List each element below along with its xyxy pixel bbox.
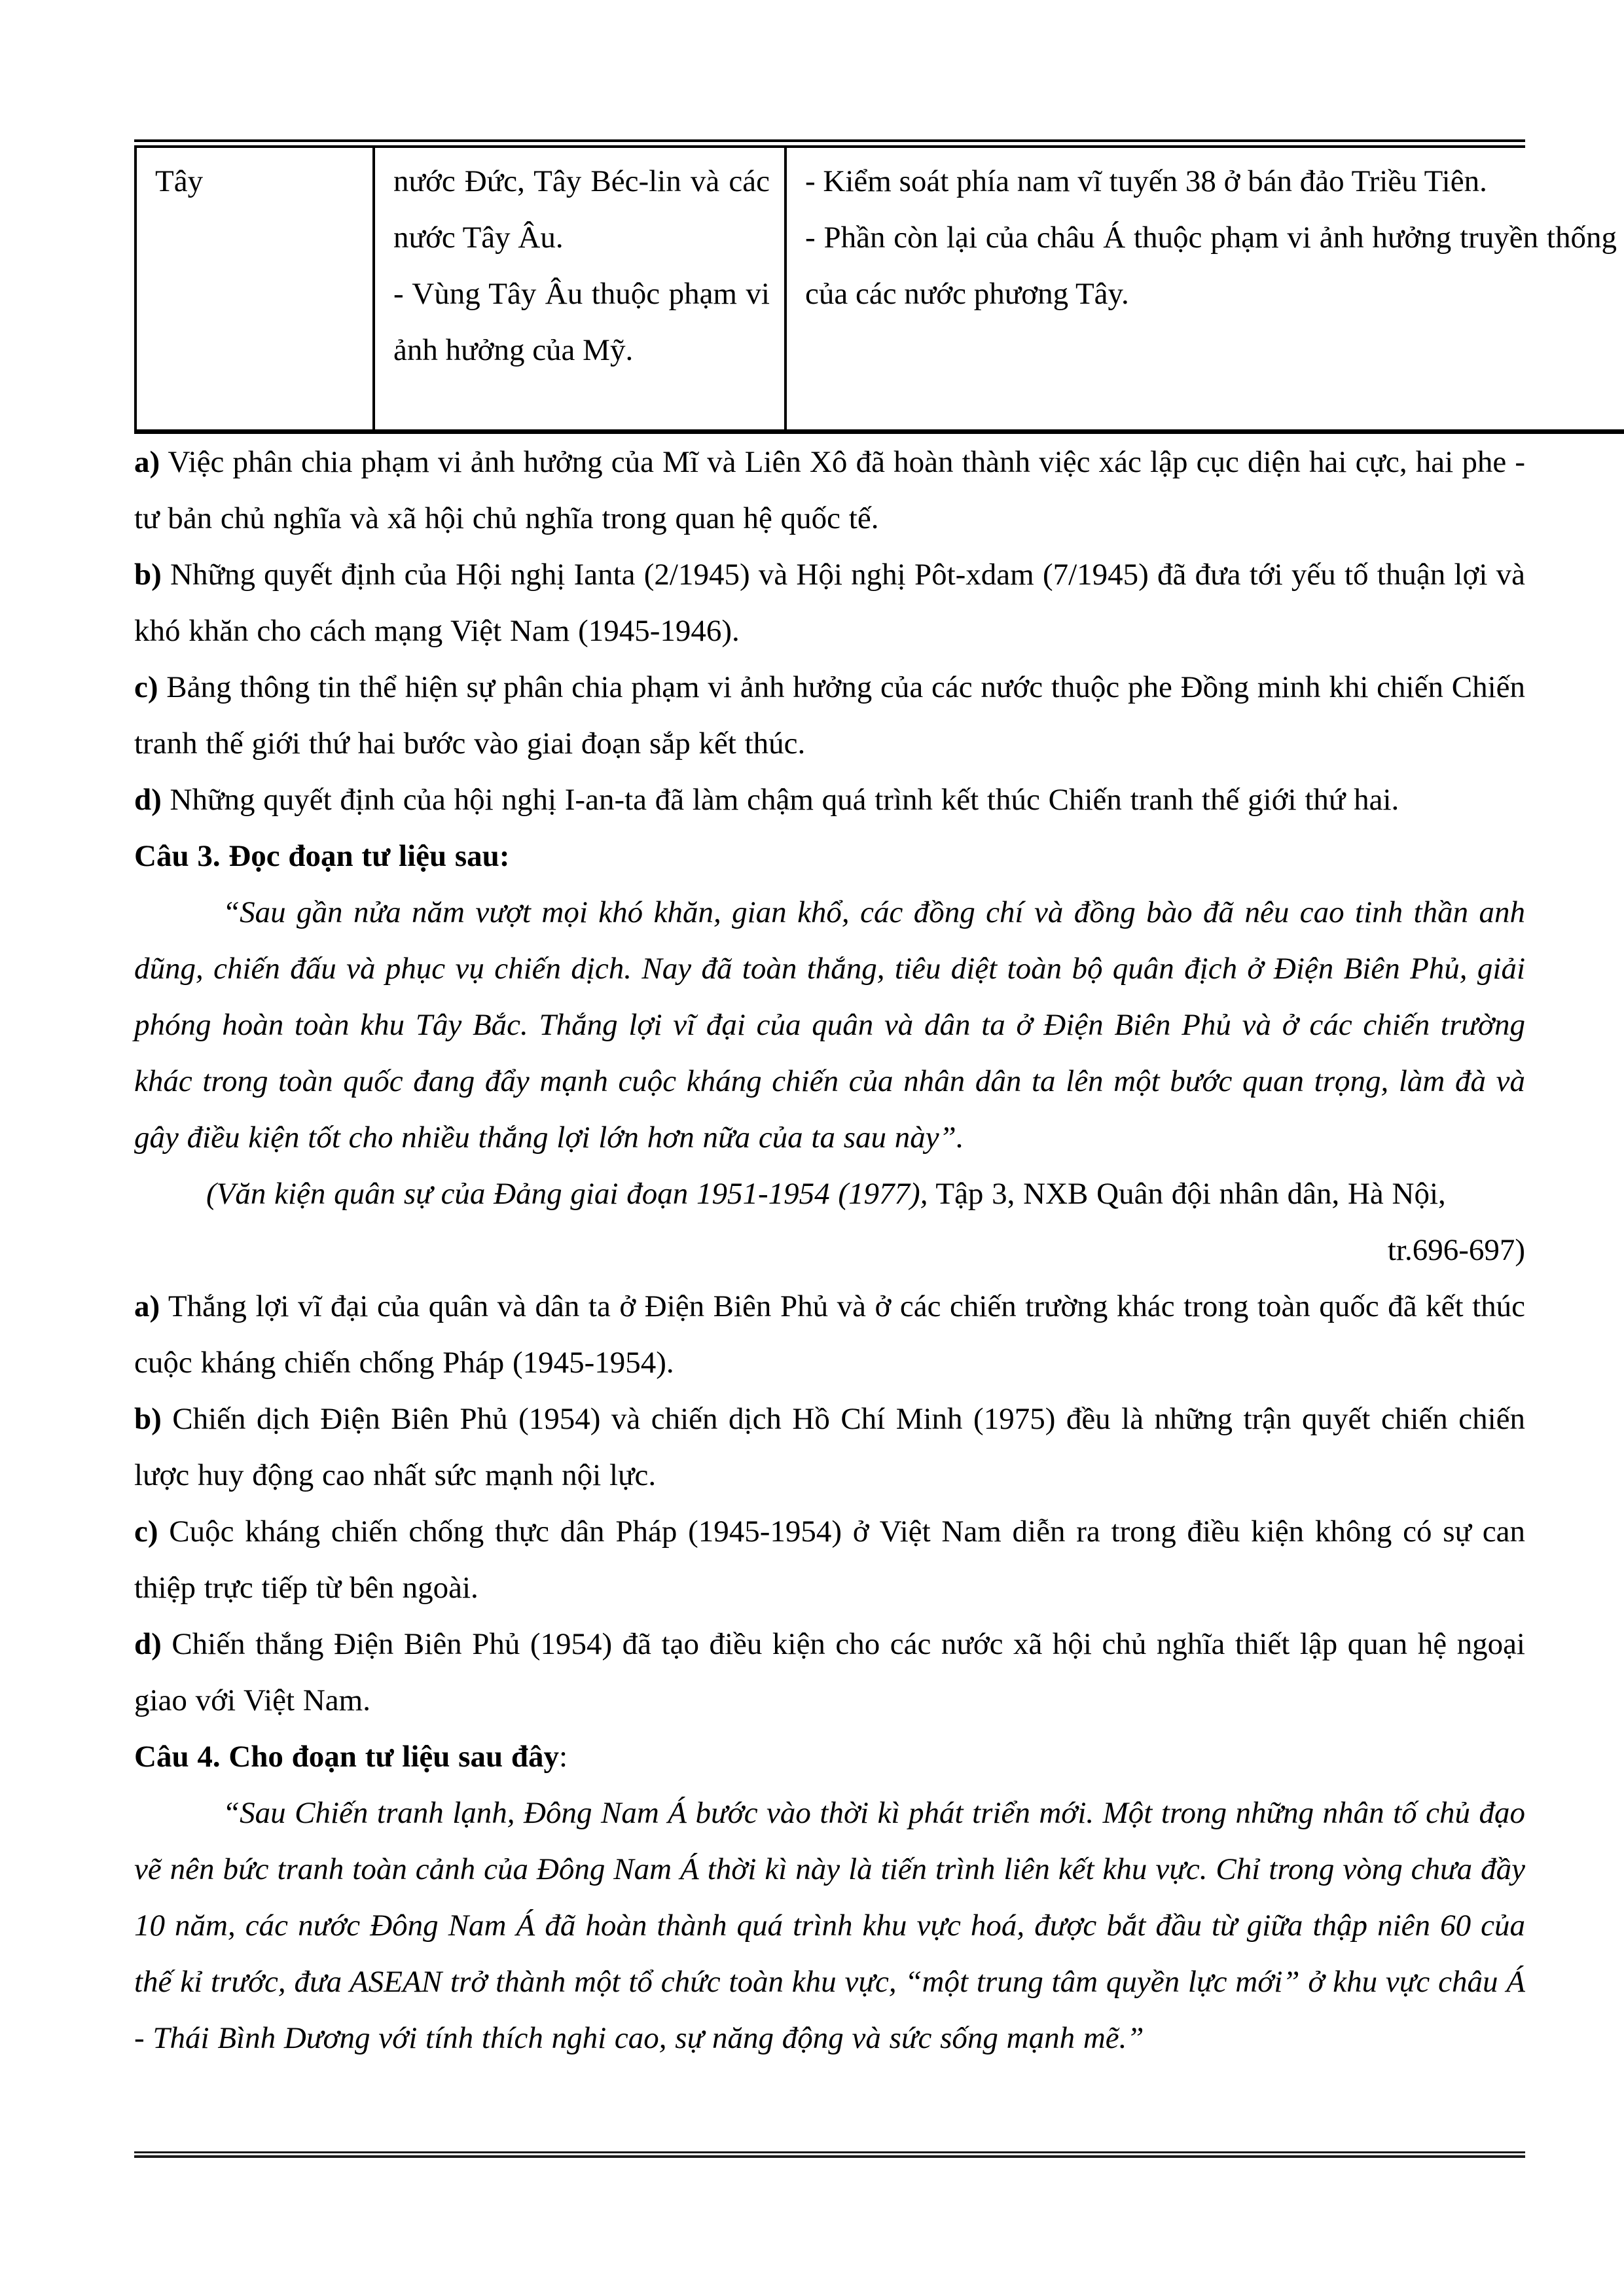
q3-option-b: [134, 1391, 1525, 1503]
q2-option-c: [134, 659, 1525, 772]
q2-option-b: [134, 547, 1525, 659]
footnote-separator: [134, 2151, 1525, 2158]
table-cell-soviet-western-zone: [374, 148, 785, 432]
region-label: Tây: [155, 164, 204, 198]
option-text: Bảng thông tin thể hiện sự phân chia phạm vi ảnh hưởng của các nước thuộc phe Đồng minh khi chiến Chiến tranh thế giới thứ hai bước vào giai đoạn sắp kết thúc.: [134, 670, 1525, 761]
q3-option-a: [134, 1278, 1525, 1391]
content-area: [134, 139, 1617, 2066]
q4-heading-text: Câu 4. Cho đoạn tư liệu sau đây: [134, 1740, 559, 1774]
cell-paragraph: - Kiểm soát phía nam vĩ tuyến 38 ở bán đảo Triều Tiên.: [805, 164, 1487, 198]
q3-option-d: [134, 1616, 1525, 1729]
option-text: Chiến dịch Điện Biên Phủ (1954) và chiến dịch Hồ Chí Minh (1975) đều là những trận quyết chiến chiến lược huy động cao nhất sức mạnh nội lực.: [134, 1402, 1525, 1492]
option-text: Thắng lợi vĩ đại của quân và dân ta ở Điện Biên Phủ và ở các chiến trường khác trong toàn quốc đã kết thúc cuộc kháng chiến chống Pháp (1945-1954).: [134, 1289, 1525, 1380]
option-text: Những quyết định của Hội nghị Ianta (2/1945) và Hội nghị Pôt-xdam (7/1945) đã đưa tới yếu tố thuận lợi và khó khăn cho cách mạng Việt Nam (1945-1946).: [134, 558, 1525, 648]
option-text: Cuộc kháng chiến chống thực dân Pháp (1945-1954) ở Việt Nam diễn ra trong điều kiện không có sự can thiệp trực tiếp từ bên ngoài.: [134, 1515, 1525, 1605]
citation-source: (Văn kiện quân sự của Đảng giai đoạn 1951-1954 (1977),: [206, 1177, 928, 1211]
influence-table: [134, 139, 1617, 434]
q3-heading: [134, 828, 1525, 884]
option-label: c): [134, 1515, 158, 1549]
option-text: Việc phân chia phạm vi ảnh hưởng của Mĩ và Liên Xô đã hoàn thành việc xác lập cục diện hai cực, hai phe - tư bản chủ nghĩa và xã hội chủ nghĩa trong quan hệ quốc tế.: [134, 445, 1525, 535]
influence-table-grid: [134, 148, 1624, 434]
q2-option-d: [134, 772, 1525, 828]
cell-paragraph: nước Đức, Tây Béc-lin và các nước Tây Âu.: [393, 164, 770, 255]
option-label: b): [134, 558, 162, 592]
option-text: Chiến thắng Điện Biên Phủ (1954) đã tạo điều kiện cho các nước xã hội chủ nghĩa thiết lập quan hệ ngoại giao với Việt Nam.: [134, 1627, 1525, 1717]
q2-option-a: [134, 434, 1525, 547]
cell-paragraph: - Vùng Tây Âu thuộc phạm vi ảnh hưởng của Mỹ.: [393, 277, 770, 367]
q3-quote: “Sau gần nửa năm vượt mọi khó khăn, gian khổ, các đồng chí và đồng bào đã nêu cao tinh thần anh dũng, chiến đấu và phục vụ chiến dịch. Nay đã toàn thắng, tiêu diệt toàn bộ quân địch ở Điện Biên Phủ, giải phóng hoàn toàn khu Tây Bắc. Thắng lợi vĩ đại của quân và dân ta ở Điện Biên Phủ và ở các chiến trường khác trong toàn quốc đang đẩy mạnh cuộc kháng chiến của nhân dân ta lên một bước quan trọng, làm đà và gây điều kiện tốt cho nhiều thắng lợi lớn hơn nữa của ta sau này”.: [134, 895, 1525, 1155]
citation-detail: Tập 3, NXB Quân đội nhân dân, Hà Nội,: [928, 1177, 1446, 1211]
q3-citation: [134, 1166, 1525, 1222]
option-label: d): [134, 1627, 162, 1661]
table-row: [135, 148, 1624, 432]
cell-paragraph: - Phần còn lại của châu Á thuộc phạm vi ảnh hưởng truyền thống của các nước phương Tây.: [805, 221, 1617, 311]
option-label: a): [134, 445, 160, 479]
q4-heading: [134, 1729, 1525, 1785]
table-cell-region: [135, 148, 374, 432]
q3-heading-text: Câu 3. Đọc đoạn tư liệu sau:: [134, 839, 510, 873]
q4-quote: “Sau Chiến tranh lạnh, Đông Nam Á bước vào thời kì phát triển mới. Một trong những nhân tố chủ đạo vẽ nên bức tranh toàn cảnh của Đông Nam Á thời kì này là tiến trình liên kết khu vực. Chỉ trong vòng chưa đầy 10 năm, các nước Đông Nam Á đã hoàn thành quá trình khu vực hoá, được bắt đầu từ giữa thập niên 60 của thế kỉ trước, đưa ASEAN trở thành một tổ chức toàn khu vực, “một trung tâm quyền lực mới” ở khu vực châu Á - Thái Bình Dương với tính thích nghi cao, sự năng động và sức sống mạnh mẽ.”: [134, 1796, 1525, 2055]
option-label: d): [134, 783, 162, 817]
option-label: b): [134, 1402, 162, 1436]
q3-option-c: [134, 1503, 1525, 1616]
option-label: a): [134, 1289, 160, 1323]
table-cell-us-sphere: [785, 148, 1624, 432]
option-text: Những quyết định của hội nghị I-an-ta đã làm chậm quá trình kết thúc Chiến tranh thế giới thứ hai.: [161, 783, 1399, 817]
q3-citation-page: tr.696-697): [1387, 1233, 1525, 1267]
option-label: c): [134, 670, 158, 704]
q4-heading-colon: :: [558, 1740, 568, 1774]
